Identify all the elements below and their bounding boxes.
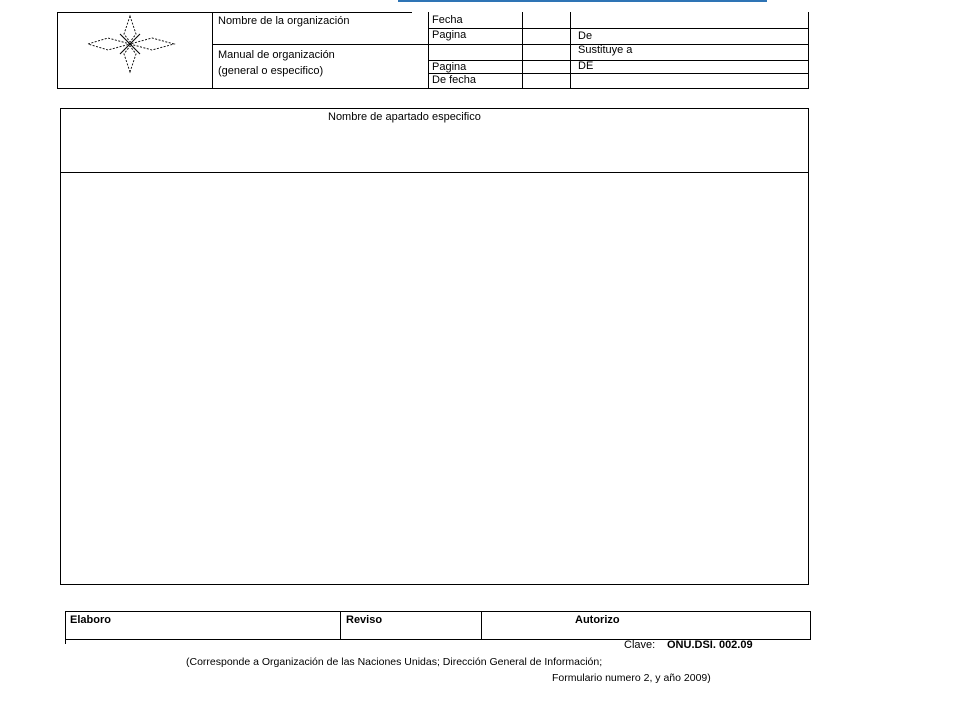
- section-divider: [60, 172, 809, 173]
- de-label-1: De: [578, 30, 593, 42]
- fecha-label: Fecha: [432, 14, 463, 26]
- clave-value: ONU.DSI. 002.09: [667, 639, 753, 651]
- note-line2: Formulario numero 2, y año 2009): [552, 672, 711, 684]
- section-title: Nombre de apartado especifico: [328, 111, 481, 123]
- four-point-star-icon: [86, 14, 176, 74]
- reviso-label: Reviso: [346, 614, 383, 626]
- elaboro-label: Elaboro: [70, 614, 111, 626]
- autorizo-label: Autorizo: [575, 614, 620, 626]
- content-area[interactable]: [61, 174, 807, 583]
- clave-label: Clave:: [624, 639, 656, 651]
- top-blue-rule: [398, 0, 767, 2]
- manual-label-line2: (general o especifico): [218, 65, 324, 77]
- pagina-label-1: Pagina: [432, 29, 467, 41]
- de-fecha-label: De fecha: [432, 74, 477, 86]
- sustituye-label: Sustituye a: [578, 44, 633, 56]
- org-name-label: Nombre de la organización: [218, 15, 350, 27]
- note-line1: (Corresponde a Organización de las Naciones Unidas; Dirección General de Información;: [186, 656, 603, 668]
- pagina-label-2: Pagina: [432, 61, 467, 73]
- de-label-2: DE: [578, 60, 594, 72]
- manual-label-line1: Manual de organización: [218, 49, 335, 61]
